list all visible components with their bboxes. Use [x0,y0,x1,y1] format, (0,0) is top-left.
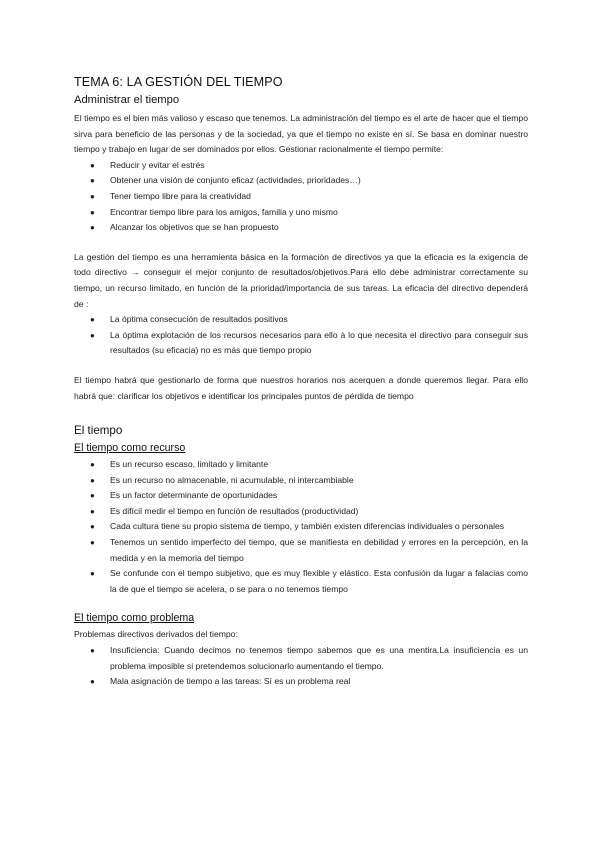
list-item: ● Es un factor determinante de oportunidades [74,488,528,504]
bullet-icon: ● [90,176,95,186]
bullet-icon: ● [90,475,95,485]
gestion-paragraph: La gestión del tiempo es una herramienta básica en la formación de directivos ya que la eficacia es la exigencia de todo directivo → conseguir el mejor conjunto de resultados/objetivos.Para ello debe administrar correctamente su tiempo, un recurso limitado, en función de la prioridad/importancia de sus tareas. La eficacia del directivo dependerá de : [74,251,528,309]
recurso-list [74,457,528,597]
list-item: ● Encontrar tiempo libre para los amigos, familia y uno mismo [74,205,528,221]
bullet-icon: ● [90,677,95,687]
list-item: ● Tener tiempo libre para la creatividad [74,189,528,205]
bullet-icon: ● [90,191,95,201]
bullet-icon: ● [90,330,95,340]
bullet-icon: ● [90,569,95,579]
bullet-icon: ● [90,522,95,532]
bullet-icon: ● [90,646,95,656]
bullet-icon: ● [90,506,95,516]
bullet-icon: ● [90,315,95,325]
bullet-icon: ● [90,160,95,170]
list-item: ● Es difícil medir el tiempo en función de resultados (productividad) [74,504,528,520]
benefits-list [74,158,528,236]
list-item: ● La óptima consecución de resultados positivos [74,312,528,328]
document-title: TEMA 6: LA GESTIÓN DEL TIEMPO [74,75,283,89]
list-item: ● Es un recurso escaso, limitado y limitante [74,457,528,473]
bullet-icon: ● [90,207,95,217]
bullet-icon: ● [90,538,95,548]
bullet-icon: ● [90,460,95,470]
list-item: ● Tenemos un sentido imperfecto del tiempo, que se manifiesta en debilidad y errores en la percepción, en la medida y en la memoria del tiempo [90,537,528,563]
section-heading-administrar: Administrar el tiempo [74,94,180,106]
bullet-icon: ● [90,223,95,233]
list-item: ● La óptima explotación de los recursos necesarios para ello à lo que necesita el directivo para conseguir sus resultados (su eficacia) no es más que tiempo propio [90,329,528,356]
document-page [74,74,528,690]
section-heading-el-tiempo: El tiempo [74,424,123,438]
bullet-icon: ● [90,491,95,501]
list-item: ● Alcanzar los objetivos que se han propuesto [74,220,528,236]
list-item: ● Obtener una visión de conjunto eficaz (actividades, prioridades…) [74,173,528,189]
list-item: ● Reducir y evitar el estrés [74,158,528,174]
list-item: ● Mala asignación de tiempo a las tareas: Sí es un problema real [74,674,528,690]
intro-paragraph: El tiempo es el bien más valioso y escaso que tenemos. La administración del tiempo es el arte de hacer que el tiempo sirva para beneficio de las personas y de la sociedad, ya que el tiempo no existe en sí. Se basa en dominar nuestro tiempo y trabajo en lugar de ser dominados por ellos. Gestionar racionalmente el tiempo permite: [74,113,528,155]
subheading-recurso: El tiempo como recurso [74,442,186,455]
list-item: ● Insuficiencia: Cuando decimos no tenemos tiempo sabemos que es una mentira.La insuficiencia es un problema imposible si pretendemos solucionarlo aumentando el tiempo. [90,645,528,671]
problema-intro: Problemas directivos derivados del tiempo: [74,629,238,640]
list-item: ● Es un recurso no almacenable, ni acumulable, ni intercambiable [74,473,528,489]
gestionar-paragraph: El tiempo habrá que gestionarlo de forma que nuestros horarios nos acerquen a donde queremos llegar. Para ello habrá que: clarificar los objetivos e identificar los principales puntos de pérdida de tiempo [74,374,528,401]
list-item: ● Se confunde con el tiempo subjetivo, que es muy flexible y elástico. Esta confusión da lugar a falacias como la de que el tiempo se acelera, o se para o no tenemos tiempo [90,568,528,594]
eficacia-list [74,312,528,359]
problema-list [74,643,528,690]
list-item: ● Cada cultura tiene su propio sistema de tiempo, y también existen diferencias individuales o personales [74,519,528,535]
subheading-problema: El tiempo como problema [74,612,195,625]
